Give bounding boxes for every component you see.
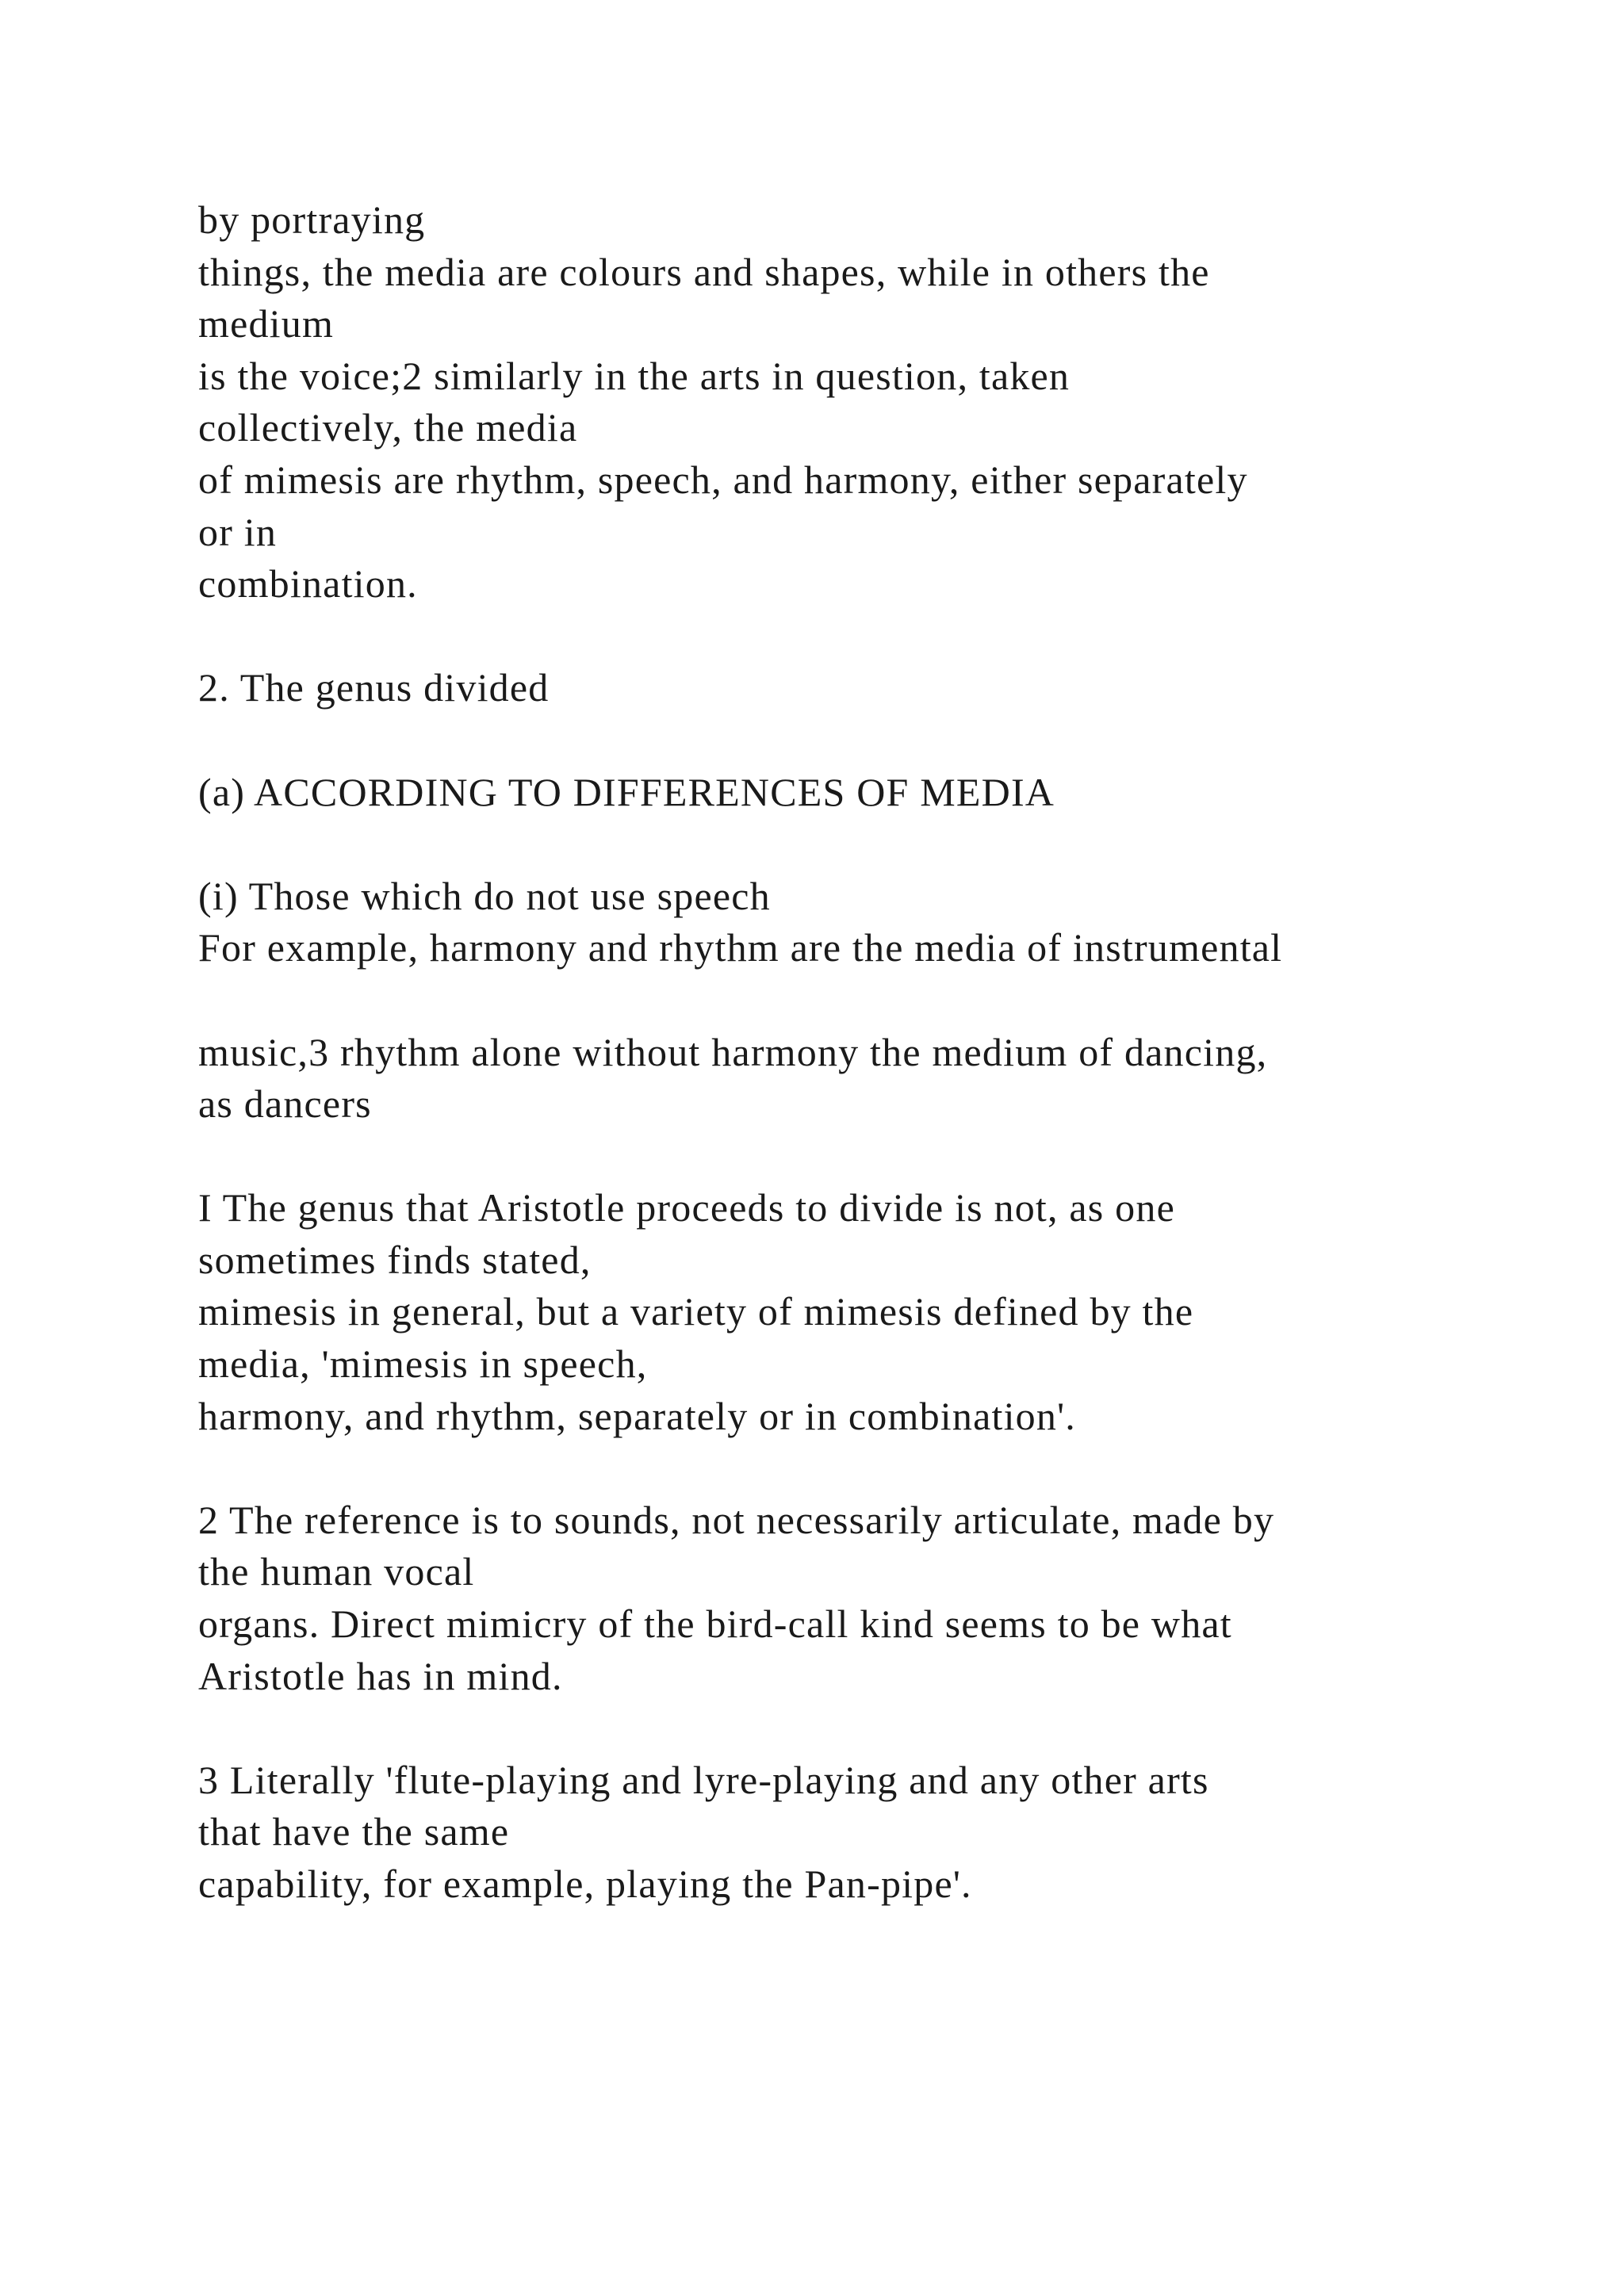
blank-line — [198, 714, 1507, 767]
text-line: things, the media are colours and shapes, while in others the — [198, 249, 1210, 294]
subsubsection-heading: (i) Those which do not use speech — [198, 873, 771, 918]
blank-line — [198, 974, 1507, 1027]
blank-line — [198, 1702, 1507, 1755]
blank-line — [198, 1442, 1507, 1494]
document-text — [198, 194, 1507, 1911]
footnote-line: media, 'mimesis in speech, — [198, 1341, 648, 1387]
footnote-line: I The genus that Aristotle proceeds to divide is not, as one — [198, 1185, 1175, 1230]
text-line: or in — [198, 509, 278, 554]
subsection-heading: (a) ACCORDING TO DIFFERENCES OF MEDIA — [198, 769, 1055, 814]
text-line: by portraying — [198, 197, 426, 242]
text-line: medium — [198, 301, 335, 346]
text-line: music,3 rhythm alone without harmony the medium of dancing, — [198, 1029, 1268, 1074]
blank-line — [198, 818, 1507, 871]
section-heading: 2. The genus divided — [198, 665, 550, 710]
text-line: as dancers — [198, 1081, 372, 1127]
text-line: of mimesis are rhythm, speech, and harmony, either separately — [198, 457, 1248, 502]
footnote-line: mimesis in general, but a variety of mimesis defined by the — [198, 1289, 1194, 1334]
text-line: is the voice;2 similarly in the arts in question, taken — [198, 353, 1071, 398]
footnote-line: 3 Literally 'flute-playing and lyre-playing and any other arts — [198, 1757, 1209, 1802]
text-line: For example, harmony and rhythm are the media of instrumental — [198, 925, 1283, 970]
footnote-line: organs. Direct mimicry of the bird-call kind seems to be what — [198, 1601, 1232, 1647]
blank-line — [198, 1131, 1507, 1183]
footnote-line: Aristotle has in mind. — [198, 1653, 563, 1698]
footnote-line: harmony, and rhythm, separately or in combination'. — [198, 1393, 1076, 1438]
footnote-line: 2 The reference is to sounds, not necessarily articulate, made by — [198, 1497, 1275, 1542]
footnote-line: capability, for example, playing the Pan-pipe'. — [198, 1862, 972, 1906]
text-line: collectively, the media — [198, 405, 578, 450]
footnote-line: sometimes finds stated, — [198, 1237, 592, 1282]
footnote-line: the human vocal — [198, 1549, 475, 1594]
text-line: combination. — [198, 561, 418, 607]
blank-line — [198, 610, 1507, 663]
footnote-line: that have the same — [198, 1809, 510, 1854]
